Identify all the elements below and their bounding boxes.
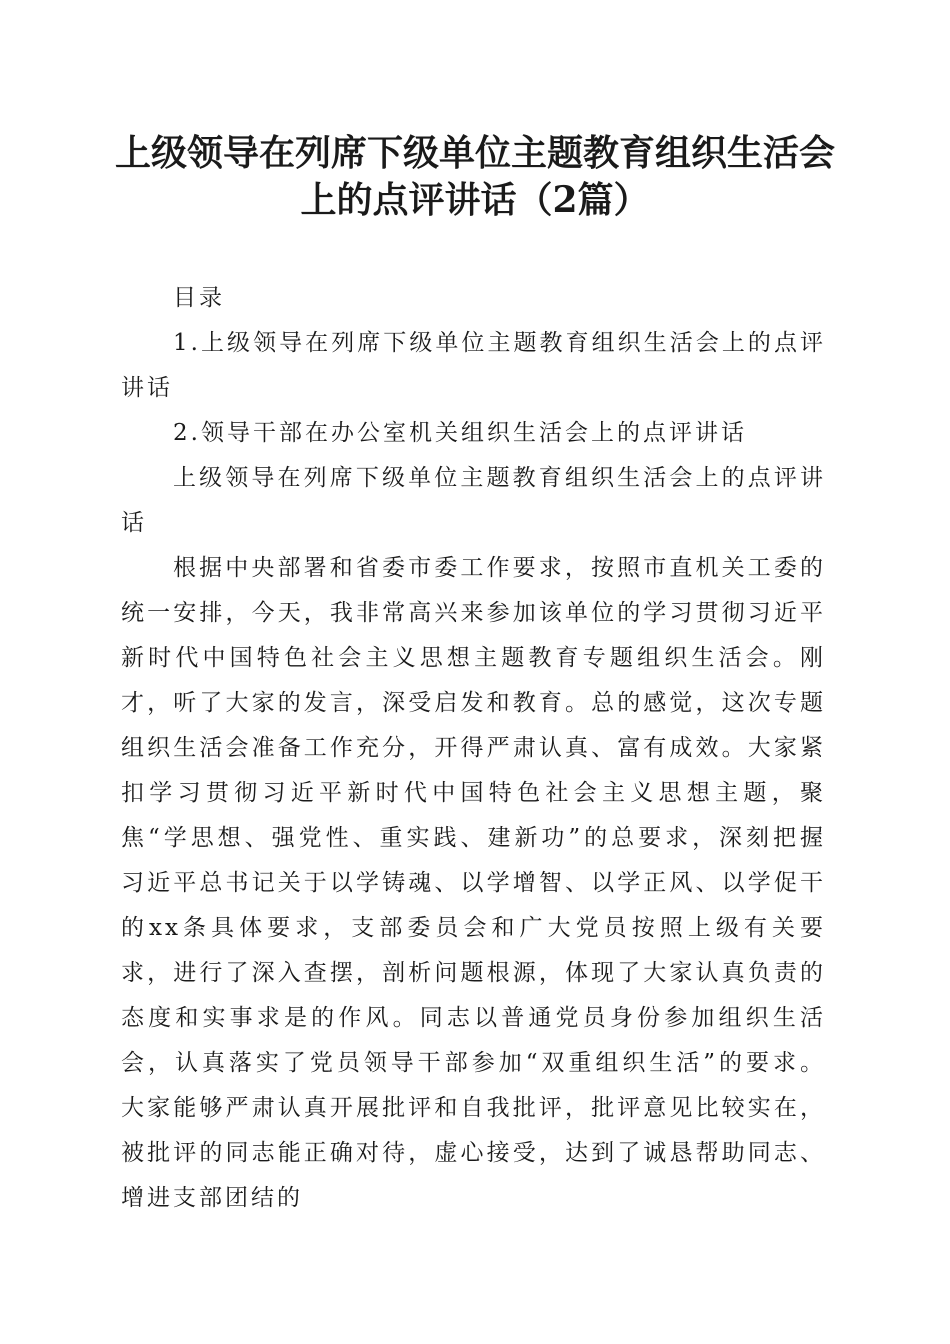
- title-line-1: 上级领导在列席下级单位主题教育组织生活会: [114, 132, 835, 174]
- section-title: 上级领导在列席下级单位主题教育组织生活会上的点评讲话: [121, 465, 826, 536]
- toc-heading: 目录: [173, 285, 225, 311]
- document-body: [121, 276, 826, 1221]
- toc-item-1: 1.上级领导在列席下级单位主题教育组织生活会上的点评讲话: [121, 330, 826, 401]
- body-paragraph: 根据中央部署和省委市委工作要求，按照市直机关工委的统一安排，今天，我非常高兴来参加该单位的学习贯彻习近平新时代中国特色社会主义思想主题教育专题组织生活会。刚才，听了大家的发言，深受启发和教育。总的感觉，这次专题组织生活会准备工作充分，开得严肃认真、富有成效。大家紧扣学习贯彻习近平新时代中国特色社会主义思想主题，聚焦“学思想、强党性、重实践、建新功”的总要求，深刻把握习近平总书记关于以学铸魂、以学增智、以学正风、以学促干的xx条具体要求，支部委员会和广大党员按照上级有关要求，进行了深入查摆，剖析问题根源，体现了大家认真负责的态度和实事求是的作风。同志以普通党员身份参加组织生活会，认真落实了党员领导干部参加“双重组织生活”的要求。大家能够严肃认真开展批评和自我批评，批评意见比较实在，被批评的同志能正确对待，虚心接受，达到了诚恳帮助同志、增进支部团结的: [121, 555, 826, 1211]
- document-title: [100, 130, 850, 224]
- title-line-2: 上的点评讲话（2篇）: [300, 179, 650, 221]
- toc-item-2: 2.领导干部在办公室机关组织生活会上的点评讲话: [173, 420, 747, 446]
